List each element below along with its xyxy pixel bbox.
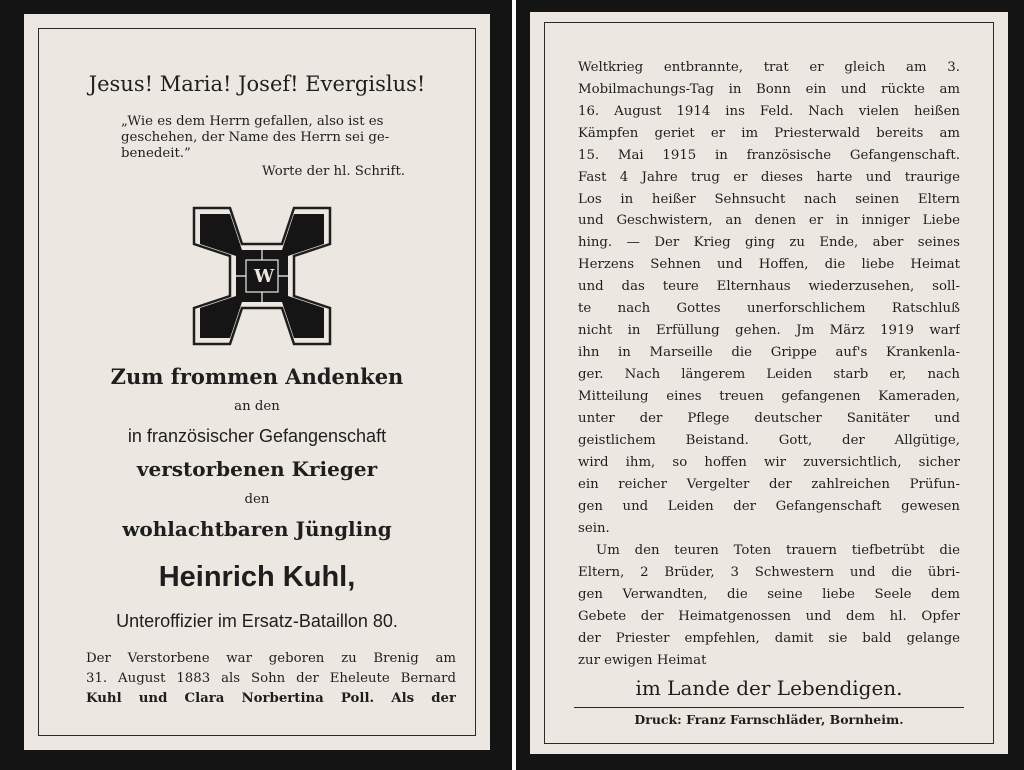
deceased-warrior: verstorbenen Krieger xyxy=(136,457,378,481)
scripture-quote-line-1: „Wie es dem Herrn gefallen, also ist es xyxy=(121,114,384,129)
closing-rule xyxy=(574,707,964,708)
text-line-15: ger. Nach längerem Leiden starb er, nach xyxy=(578,367,960,382)
text-line-26: Gebete der Heimatgenossen und dem hl. Opfer xyxy=(578,609,960,624)
bio-line-1: Der Verstorbene war geboren zu Brenig am xyxy=(86,651,456,666)
text-line-28: zur ewigen Heimat xyxy=(578,653,707,668)
text-line-13: nicht in Erfüllung gehen. Jm März 1919 warf xyxy=(578,323,960,338)
bio-line-2: 31. August 1883 als Sohn der Eheleute Bernard xyxy=(86,671,456,686)
text-line-8: und Geschwistern, an denen er in inniger Liebe xyxy=(578,213,960,228)
left-page xyxy=(24,14,490,750)
den-text: den xyxy=(244,492,270,507)
text-line-7: Los in heißer Sehnsucht nach seinen Eltern xyxy=(578,192,960,207)
invocation: Jesus! Maria! Josef! Evergislus! xyxy=(88,72,426,96)
text-line-27: der Priester empfehlen, damit sie bald gelange xyxy=(578,631,960,646)
text-line-22: sein. xyxy=(578,521,610,536)
cross-crown-icon: ♛ xyxy=(253,216,267,234)
text-line-11: und das teure Elternhaus wiederzusehen, soll- xyxy=(578,279,960,294)
text-line-3: 16. August 1914 ins Feld. Nach vielen heißen xyxy=(578,104,960,119)
text-line-20: ein reicher Vergelter der zahlreichen Prüfun- xyxy=(578,477,960,492)
right-page xyxy=(530,12,1008,754)
closing-line: im Lande der Lebendigen. xyxy=(635,676,903,700)
deceased-name: Heinrich Kuhl, xyxy=(158,561,356,593)
text-line-21: gen und Leiden der Gefangenschaft gewesen xyxy=(578,499,960,514)
text-line-19: wird ihm, so hoffen wir zuversichtlich, sicher xyxy=(578,455,960,470)
text-line-24: Eltern, 2 Brüder, 3 Schwestern und die übri- xyxy=(578,565,960,580)
text-line-12: te nach Gottes unerforschlichem Ratschluß xyxy=(578,301,960,316)
text-line-2: Mobilmachungs-Tag in Bonn ein und rückte am xyxy=(578,82,960,97)
text-line-5: 15. Mai 1915 in französische Gefangenschaft. xyxy=(578,148,960,163)
right-card xyxy=(516,0,1024,770)
military-rank: Unteroffizier im Ersatz-Bataillon 80. xyxy=(116,611,398,631)
text-line-10: Herzens Sehnen und Hoffen, die liebe Heimat xyxy=(578,257,960,272)
text-line-23: Um den teuren Toten trauern tiefbetrübt die xyxy=(596,543,960,558)
cross-year: 1914 xyxy=(243,319,280,334)
printer-credit: Druck: Franz Farnschläder, Bornheim. xyxy=(634,712,904,727)
text-line-6: Fast 4 Jahre trug er dieses harte und traurige xyxy=(578,170,960,185)
scripture-source: Worte der hl. Schrift. xyxy=(262,164,406,179)
text-line-25: gen Verwandten, die seine liebe Seele dem xyxy=(578,587,960,602)
text-line-1: Weltkrieg entbrannte, trat er gleich am 3. xyxy=(578,60,960,75)
text-line-4: Kämpfen geriet er im Priesterwald bereits am xyxy=(578,126,960,141)
text-line-16: Mitteilung eines treuen gefangenen Kameraden, xyxy=(578,389,960,404)
text-line-9: hing. — Der Krieg ging zu Ende, aber seines xyxy=(578,235,960,250)
an-den-text: an den xyxy=(234,399,280,414)
text-line-14: ihn in Marseille die Grippe auf's Krankenla- xyxy=(578,345,960,360)
memorial-heading: Zum frommen Andenken xyxy=(110,364,404,389)
scripture-quote-line-3: benedeit.” xyxy=(121,146,191,161)
prisoner-line: in französischer Gefangenschaft xyxy=(127,426,387,446)
scripture-quote-line-2: geschehen, der Name des Herrn sei ge- xyxy=(121,130,390,145)
text-line-17: unter der Pflege deutscher Sanitäter und xyxy=(578,411,960,426)
bio-line-3: Kuhl und Clara Norbertina Poll. Als der xyxy=(86,691,456,706)
cross-center-letter: W xyxy=(254,266,275,287)
honorific: wohlachtbaren Jüngling xyxy=(122,517,392,541)
text-line-18: geistlichem Beistand. Gott, der Allgütige, xyxy=(578,433,960,448)
